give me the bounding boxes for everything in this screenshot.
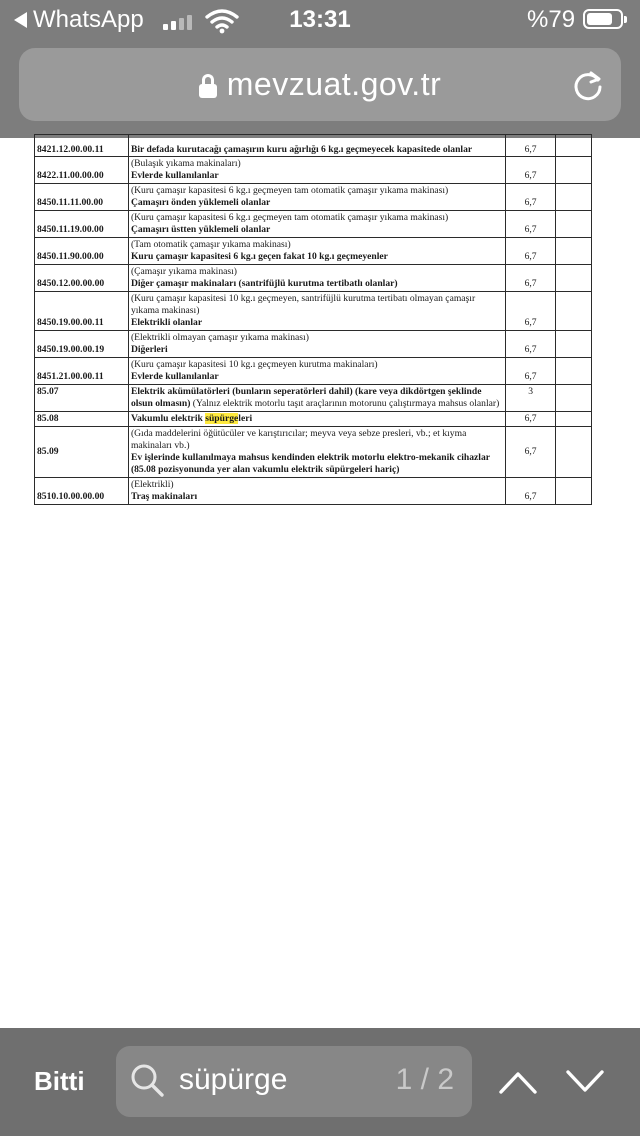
search-icon (130, 1063, 166, 1099)
item-note: (Kuru çamaşır kapasitesi 6 kg.ı geçmeyen tam otomatik çamaşır yıkama makinası) (130, 212, 449, 223)
item-name: Diğerleri (130, 344, 168, 355)
url-text: mevzuat.gov.tr (226, 66, 442, 102)
empty-cell (556, 478, 592, 505)
battery-level-fill (587, 13, 612, 25)
tariff-code: 8450.11.90.00.00 (35, 238, 129, 265)
item-name: Kuru çamaşır kapasitesi 6 kg.ı geçen fakat 10 kg.ı geçmeyenler (130, 251, 388, 262)
table-row (35, 265, 592, 292)
tariff-code: 8510.10.00.00.00 (35, 478, 129, 505)
empty-cell (556, 265, 592, 292)
back-app-label: WhatsApp (33, 6, 144, 33)
tariff-table (34, 134, 592, 505)
item-description (128, 385, 505, 412)
find-query-text: süpürge (179, 1063, 288, 1096)
item-note: (Gıda maddelerini öğütücüler ve karıştırıcılar; meyva veya sebze presleri, vb.; et kıyma makinaları vb.) (130, 428, 467, 451)
tax-rate: 6,7 (506, 331, 556, 358)
empty-cell (556, 184, 592, 211)
tax-rate: 6,7 (506, 265, 556, 292)
table-row (35, 331, 592, 358)
tax-rate: 6,7 (506, 358, 556, 385)
tariff-code: 8451.21.00.00.11 (35, 358, 129, 385)
item-name: Diğer çamaşır makinaları (santrifüjlü kurutma tertibatlı olanlar) (130, 278, 398, 289)
table-row (35, 427, 592, 478)
find-search-field[interactable] (116, 1046, 472, 1117)
table-row (35, 211, 592, 238)
item-note: (Kuru çamaşır kapasitesi 10 kg.ı geçmeyen kurutma makinaları) (130, 359, 378, 370)
item-note: (Yalnız elektrik motorlu taşıt araçlarının motorunu çalıştırmaya mahsus olanlar) (190, 398, 500, 409)
table-row (35, 157, 592, 184)
item-name (131, 413, 503, 425)
item-description (128, 412, 505, 427)
item-name-part: leri (238, 413, 253, 424)
table-row (35, 292, 592, 331)
chevron-up-icon[interactable] (498, 1068, 538, 1096)
find-in-page-bar (0, 1028, 640, 1136)
tariff-code: 85.08 (35, 412, 129, 427)
done-button[interactable]: Bitti (34, 1066, 85, 1096)
tariff-code: 85.09 (35, 427, 129, 478)
item-name: Ev işlerinde kullanılmaya mahsus kendinden elektrik motorlu elektro-mekanik cihazlar (85.08 pozisyonunda yer alan vakumlu elektrik süpürgeleri hariç) (130, 452, 490, 475)
reload-icon[interactable] (571, 68, 605, 102)
table-row (35, 238, 592, 265)
item-note: (Elektrikli olmayan çamaşır yıkama makinası) (130, 332, 309, 343)
tariff-code: 8450.19.00.00.19 (35, 331, 129, 358)
tax-rate: 6,7 (506, 412, 556, 427)
tax-rate: 6,7 (506, 157, 556, 184)
empty-cell (556, 358, 592, 385)
find-match-count: 1 / 2 (395, 1063, 454, 1096)
item-name-part: Vakumlu elektrik (130, 413, 206, 424)
tariff-code: 8450.12.00.00.00 (35, 265, 129, 292)
item-description (128, 478, 505, 505)
tariff-table-body (35, 135, 592, 505)
item-description (128, 427, 505, 478)
chevron-down-icon[interactable] (565, 1068, 605, 1096)
empty-cell (556, 157, 592, 184)
table-row (35, 135, 592, 157)
tax-rate: 3 (506, 385, 556, 412)
item-name: Bir defada kurutacağı çamaşırın kuru ağırlığı 6 kg.ı geçmeyecek kapasitede olanlar (130, 144, 473, 155)
search-highlight: süpürge (205, 413, 239, 424)
item-note: (Kuru çamaşır kapasitesi 10 kg.ı geçmeyen, santrifüjlü kurutma tertibatı olmayan çamaşır yıkama makinası) (130, 293, 476, 316)
empty-cell (556, 211, 592, 238)
address-bar[interactable] (19, 48, 621, 121)
item-name: Traş makinaları (130, 491, 198, 502)
item-name: Çamaşırı üstten yüklemeli olanlar (130, 224, 271, 235)
table-row (35, 385, 592, 412)
status-bar (0, 0, 640, 42)
document-page (34, 134, 592, 505)
clock: 13:31 (289, 6, 351, 33)
item-name: Evlerde kullanılanlar (130, 170, 219, 181)
tariff-code: 8422.11.00.00.00 (35, 157, 129, 184)
tariff-code: 8450.19.00.00.11 (35, 292, 129, 331)
browser-top-chrome (0, 0, 640, 138)
item-description (128, 358, 505, 385)
item-name: Çamaşırı önden yüklemeli olanlar (130, 197, 271, 208)
item-note: (Elektrikli) (130, 479, 174, 490)
item-name: Elektrik akümülatörleri (bunların seperatörleri dahil) (kare veya dikdörtgen şeklinde olsun olmasın) (130, 386, 482, 409)
item-description (128, 331, 505, 358)
item-description (128, 292, 505, 331)
tax-rate: 6,7 (506, 211, 556, 238)
tariff-code: 8450.11.11.00.00 (35, 184, 129, 211)
empty-cell (556, 385, 592, 412)
item-note: (Bulaşık yıkama makinaları) (130, 158, 241, 169)
table-row (35, 358, 592, 385)
item-description (128, 238, 505, 265)
tariff-code: 8421.12.00.00.11 (35, 135, 129, 157)
empty-cell (556, 427, 592, 478)
item-note: (Çamaşır yıkama makinası) (130, 266, 237, 277)
tax-rate: 6,7 (506, 238, 556, 265)
battery-percent: %79 (527, 6, 576, 33)
empty-cell (556, 292, 592, 331)
item-description (128, 135, 505, 157)
item-description (128, 265, 505, 292)
empty-cell (556, 331, 592, 358)
tax-rate: 6,7 (506, 478, 556, 505)
item-name: Elektrikli olanlar (130, 317, 203, 328)
table-row (35, 478, 592, 505)
tariff-code: 85.07 (35, 385, 129, 412)
item-note: (Kuru çamaşır kapasitesi 6 kg.ı geçmeyen tam otomatik çamaşır yıkama makinası) (130, 185, 449, 196)
empty-cell (556, 238, 592, 265)
tax-rate: 6,7 (506, 292, 556, 331)
lock-icon (199, 74, 217, 98)
empty-cell (556, 135, 592, 157)
item-description (128, 157, 505, 184)
item-note: (Tam otomatik çamaşır yıkama makinası) (130, 239, 291, 250)
item-description (128, 211, 505, 238)
battery-icon (583, 9, 623, 29)
item-name: Evlerde kullanılanlar (130, 371, 219, 382)
tax-rate: 6,7 (506, 135, 556, 157)
empty-cell (556, 412, 592, 427)
tax-rate: 6,7 (506, 184, 556, 211)
table-row (35, 184, 592, 211)
table-row (35, 412, 592, 427)
item-description (128, 184, 505, 211)
tax-rate: 6,7 (506, 427, 556, 478)
tariff-code: 8450.11.19.00.00 (35, 211, 129, 238)
